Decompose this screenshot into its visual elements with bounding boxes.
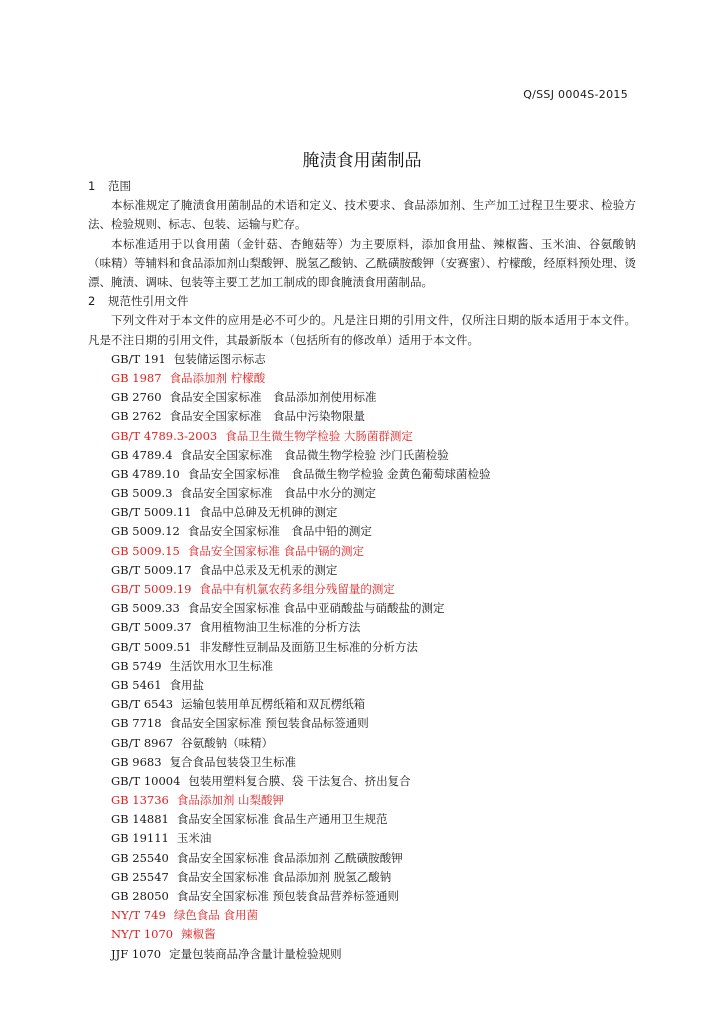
reference-code: GB 2760 (111, 390, 162, 405)
reference-item (88, 714, 636, 733)
reference-title: 运输包装用单瓦楞纸箱和双瓦楞纸箱 (181, 697, 366, 712)
reference-title: 包装储运图示标志 (173, 351, 266, 366)
reference-code: GB 2762 (111, 409, 162, 424)
reference-code: GB 5009.33 (111, 601, 180, 616)
reference-code: GB 5749 (111, 658, 162, 673)
reference-item (88, 542, 636, 561)
reference-item (88, 695, 636, 714)
reference-title: 食品卫生微生物学检验 大肠菌群测定 (225, 428, 413, 443)
reference-item (88, 580, 636, 599)
reference-title: 食品安全国家标准 预包装食品标签通则 (169, 716, 369, 731)
reference-code: GB/T 6543 (111, 697, 174, 712)
reference-code: GB 19111 (111, 831, 169, 846)
reference-code: GB/T 5009.37 (111, 620, 192, 635)
reference-title: 食品安全国家标准 食品中污染物限量 (169, 409, 366, 424)
reference-item (88, 638, 636, 657)
reference-title: 生活饮用水卫生标准 (169, 658, 274, 673)
reference-code: NY/T 1070 (111, 927, 174, 942)
reference-title: 绿色食品 食用菌 (173, 908, 258, 923)
reference-item (88, 676, 636, 695)
reference-item (88, 427, 636, 446)
reference-item (88, 407, 636, 426)
reference-code: GB 5009.12 (111, 524, 180, 539)
reference-title: 食用植物油卫生标准的分析方法 (199, 620, 361, 635)
section-number: 1 (88, 179, 96, 193)
section-title: 规范性引用文件 (108, 294, 189, 309)
section-number: 2 (88, 294, 96, 309)
reference-code: GB 4789.4 (111, 447, 173, 462)
reference-code: GB 4789.10 (111, 466, 180, 481)
reference-code: GB 28050 (111, 889, 169, 904)
document-title: 腌渍食用菌制品 (302, 151, 422, 171)
reference-code: GB 14881 (111, 812, 169, 827)
reference-item (88, 561, 636, 580)
reference-title: 食用盐 (169, 677, 205, 692)
reference-item (88, 868, 636, 887)
reference-item (88, 350, 636, 369)
reference-code: GB 5009.15 (111, 543, 180, 558)
reference-item (88, 734, 636, 753)
reference-item (88, 503, 636, 522)
reference-item (88, 599, 636, 618)
section-heading-scope (88, 177, 636, 196)
reference-title: 食品安全国家标准 食品中镉的测定 (187, 543, 365, 558)
reference-title: 食品安全国家标准 食品中亚硝酸盐与硝酸盐的测定 (187, 601, 445, 616)
reference-title: 食品添加剂 柠檬酸 (169, 370, 266, 385)
reference-item (88, 945, 636, 964)
reference-code: GB 25547 (111, 869, 169, 884)
reference-item (88, 388, 636, 407)
reference-title: 包装用塑料复合膜、袋 干法复合、挤出复合 (188, 773, 411, 788)
reference-title: 食品安全国家标准 食品中水分的测定 (180, 486, 377, 501)
reference-title: 非发酵性豆制品及面筋卫生标准的分析方法 (199, 639, 418, 654)
reference-title: 食品中总砷及无机砷的测定 (199, 505, 338, 520)
reference-item (88, 849, 636, 868)
reference-item (88, 657, 636, 676)
reference-item (88, 753, 636, 772)
reference-list (88, 350, 636, 964)
reference-code: GB/T 5009.19 (111, 582, 192, 597)
reference-item (88, 829, 636, 848)
reference-item (88, 791, 636, 810)
reference-code: NY/T 749 (111, 908, 166, 923)
reference-item (88, 772, 636, 791)
reference-title: 食品中总汞及无机汞的测定 (199, 562, 338, 577)
document-body (88, 177, 636, 964)
reference-item (88, 906, 636, 925)
reference-code: GB/T 8967 (111, 735, 174, 750)
reference-item (88, 887, 636, 906)
reference-title: 食品添加剂 山梨酸钾 (176, 793, 285, 808)
reference-code: GB 7718 (111, 716, 162, 731)
reference-title: 食品安全国家标准 食品微生物学检验 金黄色葡萄球菌检验 (187, 466, 491, 481)
reference-item (88, 618, 636, 637)
reference-title: 谷氨酸钠（味精） (181, 735, 274, 750)
reference-item (88, 369, 636, 388)
reference-item (88, 522, 636, 541)
reference-title: 定量包装商品净含量计量检验规则 (169, 946, 342, 961)
reference-code: GB/T 191 (111, 351, 166, 366)
reference-code: GB/T 10004 (111, 773, 181, 788)
reference-title: 食品安全国家标准 食品添加剂 乙酰磺胺酸钾 (176, 850, 403, 865)
reference-title: 辣椒酱 (181, 927, 216, 942)
section-title: 范围 (108, 179, 131, 193)
reference-code: GB 5461 (111, 677, 162, 692)
reference-code: GB 9683 (111, 754, 162, 769)
reference-code: JJF 1070 (111, 946, 162, 961)
reference-title: 食品安全国家标准 食品中铅的测定 (187, 524, 372, 539)
reference-title: 食品安全国家标准 食品生产通用卫生规范 (176, 812, 388, 827)
reference-code: GB/T 5009.11 (111, 505, 192, 520)
reference-title: 食品安全国家标准 食品添加剂 脱氢乙酸钠 (176, 869, 392, 884)
reference-code: GB/T 4789.3-2003 (111, 428, 218, 443)
reference-item (88, 484, 636, 503)
section-heading-normative-references (88, 292, 636, 311)
reference-code: GB 25540 (111, 850, 169, 865)
reference-title: 食品安全国家标准 预包装食品营养标签通则 (176, 889, 400, 904)
reference-code: GB 5009.3 (111, 486, 173, 501)
reference-item (88, 925, 636, 944)
reference-title: 玉米油 (176, 831, 212, 846)
scope-paragraph-2: 本标准适用于以食用菌（金针菇、杏鲍菇等）为主要原料，添加食用盐、辣椒酱、玉米油、谷氨酸钠（味精）等辅料和食品添加剂山梨酸钾、脱氢乙酸钠、乙酰磺胺酸钾（安赛蜜）、柠檬酸，经原料预处理、烫漂、腌渍、调味、包装等主要工艺加工制成的即食腌渍食用菌制品。 (88, 236, 636, 289)
reference-code: GB/T 5009.51 (111, 639, 192, 654)
reference-code: GB 1987 (111, 370, 162, 385)
reference-title: 复合食品包装袋卫生标准 (169, 754, 297, 769)
reference-title: 食品安全国家标准 食品微生物学检验 沙门氏菌检验 (180, 447, 449, 462)
reference-title: 食品中有机氯农药多组分残留量的测定 (199, 582, 395, 597)
reference-code: GB 13736 (111, 793, 169, 808)
reference-item (88, 465, 636, 484)
scope-paragraph-1: 本标准规定了腌渍食用菌制品的术语和定义、技术要求、食品添加剂、生产加工过程卫生要求、检验方法、检验规则、标志、包装、运输与贮存。 (88, 198, 636, 232)
references-intro-paragraph: 下列文件对于本文件的应用是必不可少的。凡是注日期的引用文件，仅所注日期的版本适用于本文件。凡是不注日期的引用文件，其最新版本（包括所有的修改单）适用于本文件。 (88, 313, 636, 347)
reference-code: GB/T 5009.17 (111, 562, 192, 577)
reference-item (88, 446, 636, 465)
reference-title: 食品安全国家标准 食品添加剂使用标准 (169, 390, 377, 405)
reference-item (88, 810, 636, 829)
standard-code: Q/SSJ 0004S-2015 (523, 88, 628, 101)
